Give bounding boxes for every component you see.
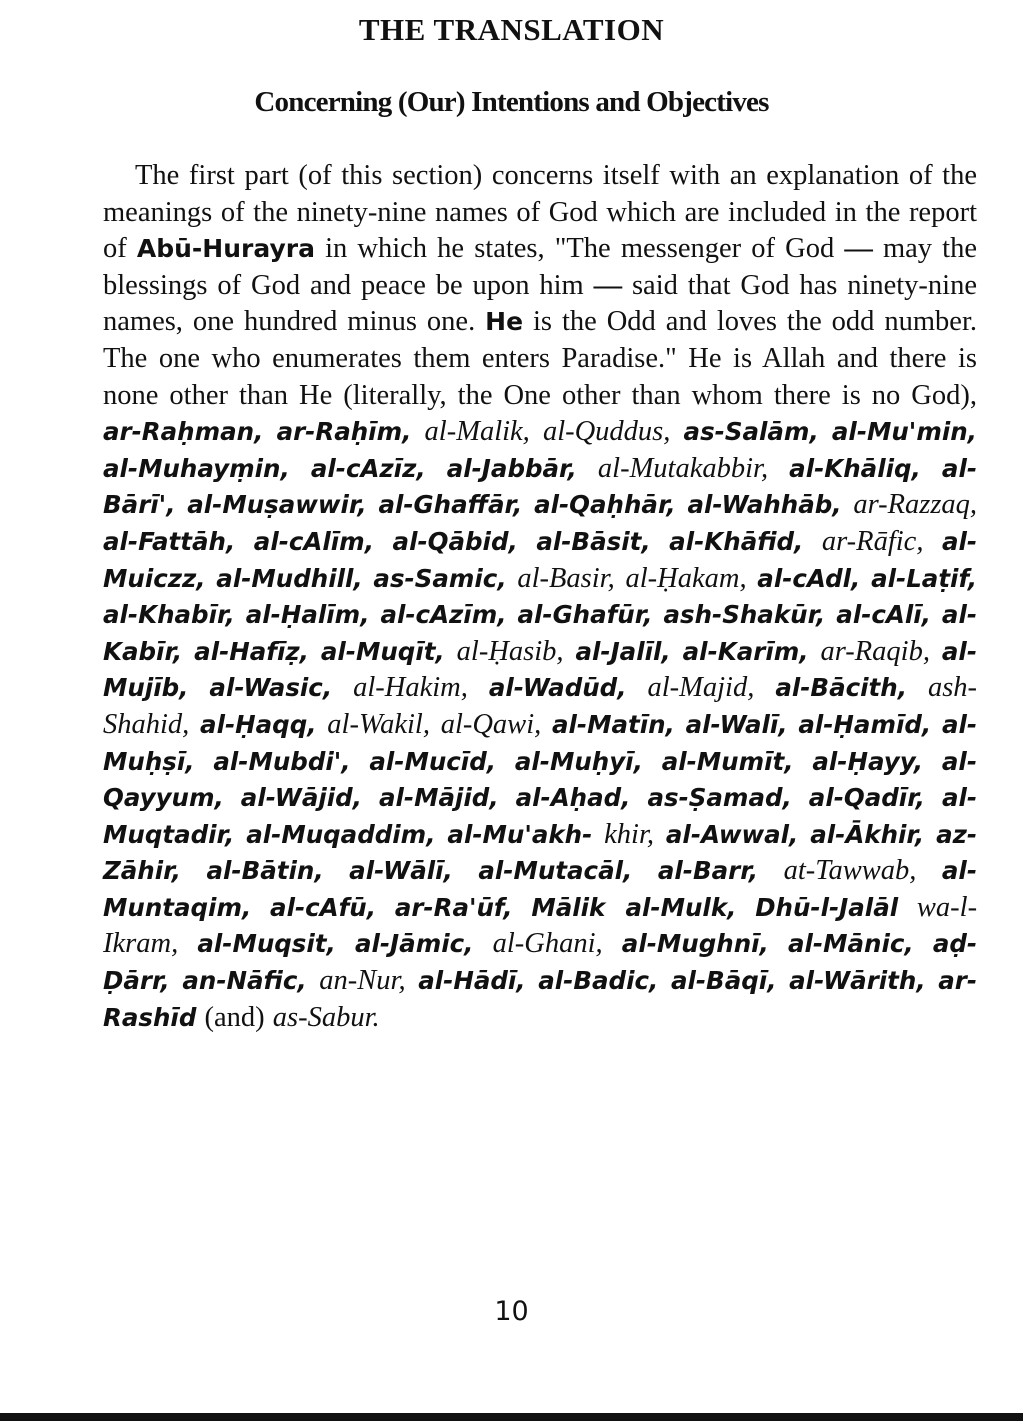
divine-name: Dhū-l-Jalāl [755,892,899,922]
divine-name: wa-l-Ikram, [103,891,978,960]
divine-name: ar-Razzaq, [853,489,978,521]
divine-name: al-Kabīr, [103,600,978,666]
divine-name: al-Fattāh, [103,526,236,556]
divine-name: al-Bātin, [206,856,324,886]
divine-name: ar-Raḥīm, [276,417,412,447]
divine-name: al-Mubdi', [213,746,351,776]
divine-name: al-Hafīẓ, [194,636,309,666]
divine-name: al-Wakil, [327,708,430,740]
divine-name: an-Nur, [319,965,406,997]
divine-name: al-Laṭif, [871,563,978,593]
divine-name: al-Ghani, [492,928,603,960]
divine-name: al-Matīn, [551,709,675,739]
divine-name: al-Ḥasib, [456,635,564,667]
divine-name: al-Ḥalīm, [245,600,370,630]
divine-name: al-cAzīm, [380,600,507,630]
divine-name: al-cAfū, [270,892,377,922]
divine-name: al-Basir, [517,562,615,594]
intro-text: is the Odd and loves the odd number. The one who enumerates them enters Paradise." He is Allah and there is none other than He (literally, the One other than whom there is no God), [103,306,977,411]
divine-name: al-Jalīl, [575,636,671,666]
divine-name: at-Tawwab, [783,855,917,887]
divine-name: al-Ḥakam, [625,562,747,594]
divine-name: az-Zāhir, [103,819,978,886]
divine-name: al-Muqtadir, [103,783,978,849]
divine-name: as-Ṣamad, [647,783,792,813]
divine-name: al-Wājid, [240,783,362,813]
divine-name: al-Badic, [538,966,659,996]
divine-name: al-Malik, [424,416,530,448]
divine-name: al-Qābid, [392,526,518,556]
divine-name: as-Sabur. [272,1001,380,1033]
intro-text: may the blessings of God and peace be upon him [103,233,977,301]
divine-name: al-Ḥayy, [812,746,924,776]
divine-name: al-Ākhir, [810,819,925,849]
he-word: He [485,307,524,337]
divine-name: al-Walī, [685,709,788,739]
divine-name: ar-Rashīd [103,966,978,1032]
divine-name: al-Wārith, [789,966,926,996]
intro-text: said that God has ninety-nine names, one hundred minus one. [103,269,977,338]
divine-names-list [103,416,977,1033]
intro-text: in which he states, "The messenger of God [314,233,845,265]
divine-name: ar-Ra'ūf, [394,892,513,922]
divine-name: al-Khabīr, [103,600,235,630]
divine-name: al-Qaḥhār, [534,490,676,520]
divine-name: al-Muqaddim, [246,819,436,849]
divine-name: al-Majid, [647,672,755,704]
divine-name: al-Wasic, [209,673,333,703]
section-title: Concerning (Our) Intentions and Objectives [254,86,769,118]
divine-name: al-Muntaqim, [103,856,977,922]
divine-name: al-Wadūd, [488,673,627,703]
divine-name: al-Muqīt, [320,636,445,666]
running-head: THE TRANSLATION [358,12,665,47]
divine-name: al-cAzīz, [310,453,426,483]
divine-name: al-Hādī, [418,966,526,996]
divine-name: al-Mānic, [788,929,914,959]
divine-name: al-Muiczz, [103,526,978,593]
body-paragraph [103,158,977,1036]
divine-name: al-Mutacāl, [478,856,633,886]
divine-name: al-Wahhāb, [687,490,842,520]
em-dash: — [844,233,873,265]
divine-name: al-Mumīt, [661,746,794,776]
divine-name: al-Ḥamīd, [798,709,932,739]
divine-name: al-Mughnī, [621,929,769,959]
divine-name: al-Aḥad, [515,783,631,813]
em-dash: — [593,269,623,301]
divine-name: al-Bāqī, [670,966,777,996]
divine-name: al-Hakim, [353,672,468,704]
divine-name: al-Khāliq, [789,453,921,483]
divine-name: al-Jāmic, [354,929,474,959]
divine-name: ash-Shakūr, [663,600,826,630]
and-word: (and) [204,1001,265,1033]
divine-name: al-Muḥṣī, [103,709,978,776]
divine-name: al-Jabbār, [446,453,577,483]
divine-name: ash-Shahid, [103,672,978,740]
divine-name: al-cAlī, [836,600,931,630]
divine-name: al-Qawi, [440,708,542,740]
divine-name: al-Mu'akh- [447,819,593,849]
divine-name: al-Ghafūr, [517,600,653,630]
divine-name: ar-Raḥman, [103,417,264,447]
divine-name: al-Mujīb, [103,636,977,703]
divine-name: al-Mutakabbir, [597,452,769,484]
intro-text: The first part (of this section) concerns itself with an explanation of the meanings of the ninety-nine names of God which are included in the report of [103,160,977,265]
divine-name: al-cAlīm, [253,526,375,556]
divine-name: al-Muṣawwir, [187,490,367,520]
divine-name: as-Samic, [373,563,507,593]
divine-name: al-Mudhill, [216,563,363,593]
divine-name: al-Quddus, [542,416,671,448]
page-number: 10 [494,1296,529,1327]
divine-name: aḍ-Ḍārr, [103,929,978,996]
divine-name: al-Mucīd, [369,746,497,776]
divine-name: ar-Rāfic, [821,525,924,557]
divine-name: al-Barr, [657,856,759,886]
divine-name: al-Mu'min, [831,417,977,447]
divine-name: al-Bārī', [103,453,978,520]
divine-name: al-cAdl, [757,563,861,593]
divine-name: al-Ḥaqq, [200,709,317,739]
bottom-rule [0,1413,1023,1421]
divine-name: Mālik al-Mulk, [531,892,737,922]
divine-name: al-Qayyum, [103,746,977,813]
divine-name: al-Ghaffār, [378,490,523,520]
divine-name: al-Wālī, [349,856,453,886]
divine-name: al-Awwal, [665,819,799,849]
divine-name: al-Karīm, [682,636,809,666]
divine-name: al-Bācith, [775,673,907,703]
divine-name: al-Muqsit, [197,929,336,959]
narrator-name: Abū-Hurayra [136,234,315,264]
divine-name: al-Bāsit, [536,526,651,556]
divine-name: khir, [604,818,655,850]
divine-name: al-Muḥyī, [514,746,643,776]
divine-name: al-Qadīr, [808,783,925,813]
divine-name: al-Muhayṃin, [103,453,290,483]
divine-name: an-Nāfic, [182,966,307,996]
divine-name: al-Mājid, [378,783,499,813]
divine-name: as-Salām, [683,417,819,447]
divine-name: ar-Raqib, [820,635,930,667]
divine-name: al-Khāfid, [669,526,804,556]
